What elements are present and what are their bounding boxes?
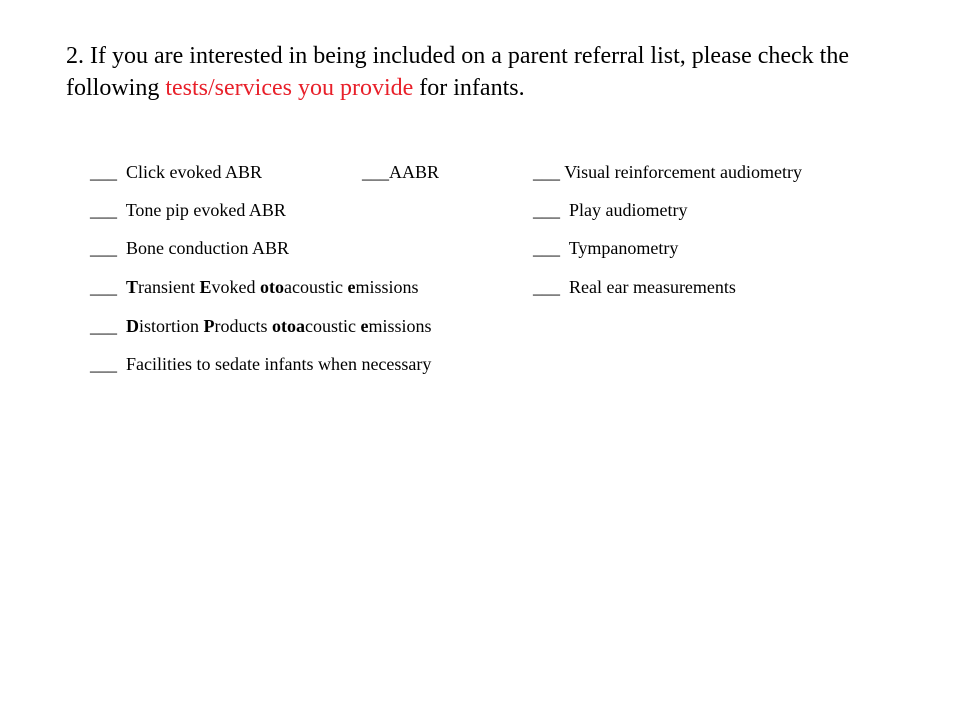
checkbox-blank[interactable]: ___ — [533, 238, 560, 258]
question-text-end: for infants. — [413, 75, 525, 101]
question-text — [66, 40, 926, 104]
checkbox-blank[interactable]: ___ — [90, 277, 117, 297]
checklist-item-sedation-facilities[interactable] — [90, 353, 431, 375]
checkbox-blank[interactable]: ___ — [533, 200, 560, 220]
item-label: Bone conduction ABR — [126, 238, 289, 258]
checkbox-blank[interactable]: ___ — [362, 162, 389, 182]
checklist-item-teoae[interactable] — [90, 276, 419, 298]
checklist-item-tympanometry[interactable] — [533, 237, 678, 259]
checklist-item-tone-pip-abr[interactable] — [90, 199, 286, 221]
checklist-item-click-evoked-abr[interactable] — [90, 161, 262, 183]
item-label: AABR — [389, 162, 440, 182]
question-highlight: tests/services you provide — [165, 75, 414, 101]
checklist-item-aabr[interactable] — [362, 161, 439, 183]
question-text-start: 2. If you are interested in being included on a parent referral list, please check the following — [66, 43, 849, 101]
checklist-item-dpoae[interactable] — [90, 315, 432, 337]
checklist-item-visual-reinforcement-audiometry[interactable] — [533, 161, 802, 183]
item-label: Tympanometry — [568, 238, 679, 258]
checkbox-blank[interactable]: ___ — [533, 162, 560, 182]
checkbox-blank[interactable]: ___ — [90, 162, 117, 182]
item-label: Visual reinforcement audiometry — [564, 162, 803, 182]
item-label: Distortion Products otoacoustic emissions — [126, 316, 432, 336]
checkbox-blank[interactable]: ___ — [533, 277, 560, 297]
checklist-item-real-ear-measurements[interactable] — [533, 276, 736, 298]
item-label: Facilities to sedate infants when necessary — [126, 354, 432, 374]
item-label: Play audiometry — [569, 200, 688, 220]
item-label: Tone pip evoked ABR — [125, 200, 286, 220]
checklist-item-play-audiometry[interactable] — [533, 199, 687, 221]
checklist-item-bone-conduction-abr[interactable] — [90, 237, 289, 259]
checkbox-blank[interactable]: ___ — [90, 200, 117, 220]
item-label: Transient Evoked otoacoustic emissions — [126, 277, 419, 297]
checkbox-blank[interactable]: ___ — [90, 354, 117, 374]
item-label: Click evoked ABR — [126, 162, 262, 182]
checkbox-blank[interactable]: ___ — [90, 238, 117, 258]
checkbox-blank[interactable]: ___ — [90, 316, 117, 336]
item-label: Real ear measurements — [569, 277, 736, 297]
